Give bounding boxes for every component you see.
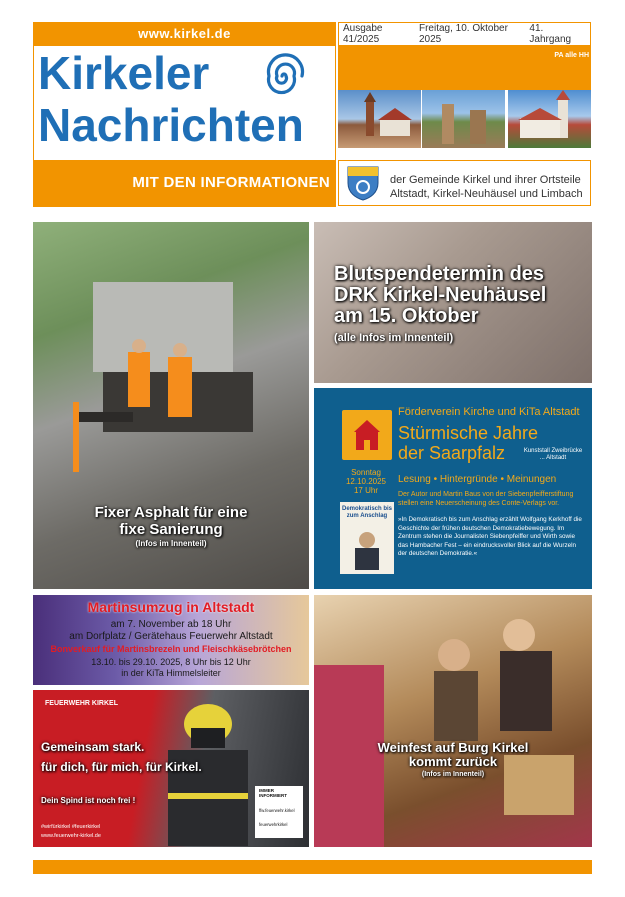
asphalt-headline-line2: fixe Sanierung [119,521,223,538]
spiral-logo-icon [256,52,312,100]
paving-machine-image [73,262,273,482]
martin-sale-dates: 13.10. bis 29.10. 2025, 8 Uhr bis 12 Uhr [91,657,251,667]
church-headline-line1: Stürmische Jahre [398,423,539,443]
martin-sale-place: in der KiTa Himmelsleiter [121,668,221,678]
wine-headline [314,741,592,769]
title-kirkeler: Kirkeler [38,47,210,99]
blood-headline-line1: Blutspendetermin des [334,263,545,285]
church-icon [342,410,392,460]
church-date-date: 12.10.2025 [345,477,387,486]
blood-headline [334,264,584,327]
church-logo-icon [342,410,392,460]
fire-hashtags: #wirfürkirkel #feuerkirkel [41,824,101,830]
wine-fest-image [314,595,592,847]
martin-place: am Dorfplatz / Gerätehaus Feuerwehr Altstadt [69,631,273,642]
instagram-icon[interactable] [259,822,287,827]
article-martinsumzug[interactable] [33,595,309,685]
tower-icon [338,90,421,148]
fire-brand: FEUERWEHR KIRKEL [45,700,118,707]
portrait-image [350,528,384,570]
issue-info-bar [338,22,591,46]
wine-note: (Infos im Innenteil) [421,771,485,778]
book-title: Demokratisch bis zum Anschlag [341,506,393,519]
church-organization: Förderverein Kirche und KiTa Altstadt [398,406,580,418]
fire-social-header: IMMER INFORMIERT [259,788,287,798]
article-weinfest[interactable] [314,595,592,847]
article-feuerwehr[interactable] [33,690,309,847]
book-cover [340,502,394,574]
instagram-handle: feuerwehrkirkel [259,822,288,827]
issue-number: Ausgabe 41/2025 [343,23,383,45]
fire-website[interactable]: www.feuerwehr-kirkel.de [41,833,101,839]
fire-headline-line1: Gemeinsam stark. [41,740,145,754]
header-photo-church [508,90,591,148]
header-photo-castle [422,90,505,148]
castle-icon [422,90,505,148]
facebook-handle: ffw.feuerwehr.kirkel [259,808,295,813]
church-headline-line2: der Saarpfalz [398,443,506,463]
municipality-line2: Altstadt, Kirkel-Neuhäusel und Limbach [390,188,583,200]
blood-headline-line3: am 15. Oktober [334,305,479,327]
church-description: Der Autor und Martin Baus von der Siebenpfeifferstiftung stellen eine Neuerscheinung des Conte-Verlags vor. [398,491,574,507]
church-date-day: Sonntag [351,468,381,477]
asphalt-note: (Infos im Innenteil) [135,539,207,548]
church-quote: »In Demokratisch bis zum Anschlag erzählt Wolfgang Kerkhoff die Geschichte der frühen deutschen Demokratiebewegung. Im Zentrum stehen die Journalisten Siebenpfeiffer und Wirth sowie das Hambacher Fest – ein eindrucksvoller Blick auf die Wurzeln der deutschen Demokratie.« [398,516,582,557]
issue-volume: 41. Jahrgang [529,23,572,45]
municipality-text [390,173,583,201]
subtitle-bar: MIT DEN INFORMATIONEN [33,160,336,206]
fire-social-box [255,786,303,838]
fire-locker-note: Dein Spind ist noch frei ! [41,796,136,805]
facebook-icon[interactable] [259,808,295,813]
asphalt-headline-line1: Fixer Asphalt für eine [94,504,248,521]
article-blood-donation[interactable] [314,222,592,383]
church-tags: Lesung • Hintergründe • Meinungen [398,474,557,485]
church-date-time: 17 Uhr [353,486,378,495]
title-nachrichten: Nachrichten [38,99,304,151]
martin-date: am 7. November ab 18 Uhr [110,619,232,630]
article-asphalt[interactable] [33,222,309,589]
blood-note: (alle Infos im Innenteil) [334,332,454,344]
church-icon [508,90,591,148]
coat-of-arms-icon [345,165,381,201]
wine-headline-line2: kommt zurück [408,754,498,769]
fire-headline-line2: für dich, für mich, für Kirkel. [41,760,202,774]
article-book-reading[interactable] [314,388,592,589]
header-orange-block [338,46,591,90]
website-url[interactable]: www.kirkel.de [33,22,336,46]
church-location: Kunststall Zweibrücke ... Altstadt [523,448,583,461]
martin-headline: Martinsumzug in Altstadt [87,599,255,615]
issue-date: Freitag, 10. Oktober 2025 [418,23,508,45]
footer-bar [33,860,592,874]
martin-sale: Bonverkauf für Martinsbrezeln und Fleischkäsebrötchen [50,644,292,654]
asphalt-headline [33,504,309,538]
distribution-note: PA alle HH [554,52,589,59]
blood-headline-line2: DRK Kirkel-Neuhäusel [334,284,547,306]
church-headline [398,423,538,463]
municipality-line1: der Gemeinde Kirkel und ihrer Ortsteile [390,174,581,186]
wine-headline-line1: Weinfest auf Burg Kirkel [377,740,529,755]
church-date [336,468,396,495]
header-photo-town [338,90,421,148]
